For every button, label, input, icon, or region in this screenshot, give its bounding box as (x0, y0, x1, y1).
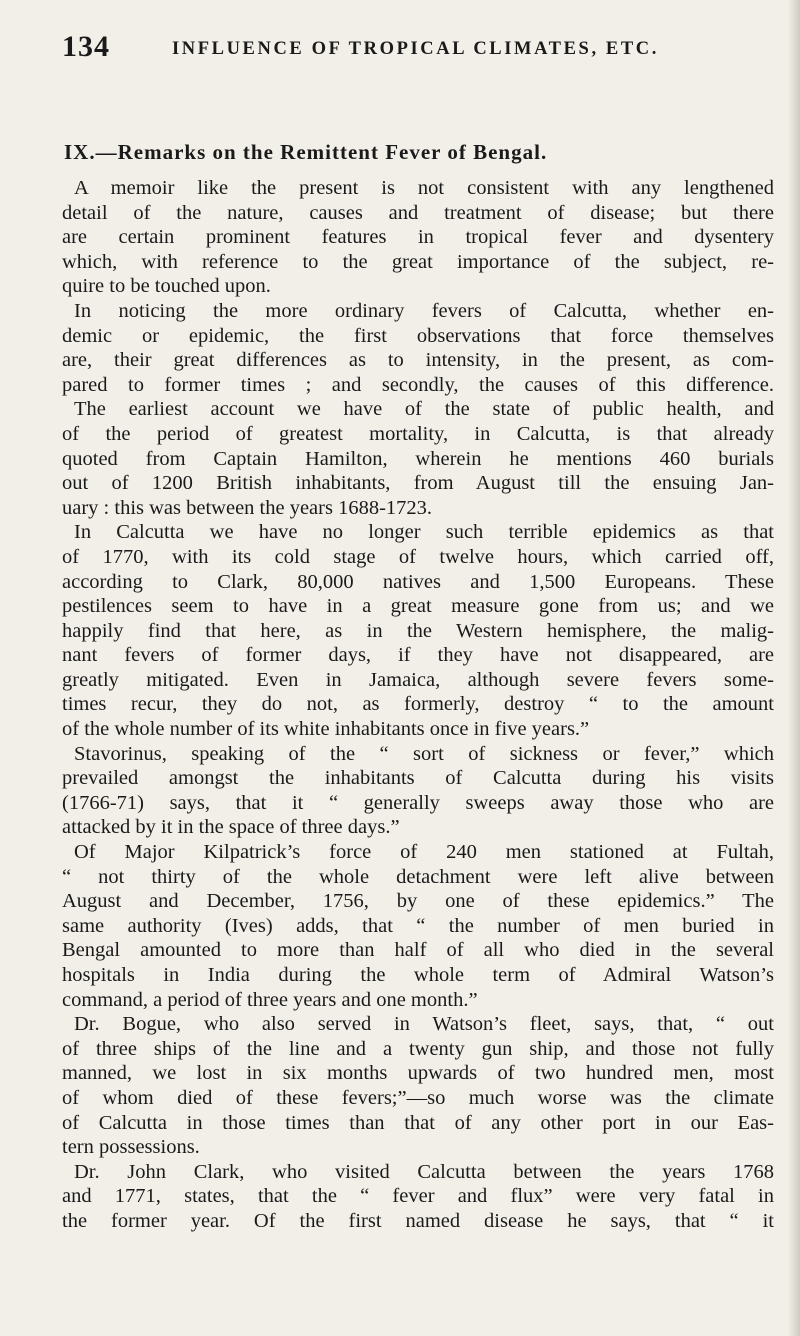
text-line: and 1771, states, that the “ fever and flux” were very fatal in (62, 1185, 774, 1208)
text-line: detail of the nature, causes and treatment of disease; but there (62, 201, 774, 224)
text-line: of Calcutta in those times than that of any other port in our Eas- (62, 1111, 774, 1134)
text-line: attacked by it in the space of three days.” (62, 816, 400, 839)
page-edge-shadow (788, 0, 800, 1336)
text-line: quire to be touched upon. (62, 275, 271, 298)
body-text (62, 176, 774, 1234)
text-line: Bengal amounted to more than half of all who died in the several (62, 939, 774, 962)
text-line: happily find that here, as in the Western hemisphere, the malig- (62, 619, 774, 642)
text-line: In noticing the more ordinary fevers of Calcutta, whether en- (74, 299, 774, 322)
text-line: according to Clark, 80,000 natives and 1,500 Europeans. These (62, 570, 774, 593)
text-line: of whom died of these fevers;”—so much worse was the climate (62, 1086, 774, 1109)
text-line: demic or epidemic, the first observations that force themselves (62, 324, 774, 347)
text-line: prevailed amongst the inhabitants of Calcutta during his visits (62, 767, 774, 790)
text-line: of the whole number of its white inhabitants once in five years.” (62, 718, 590, 741)
text-line: which, with reference to the great importance of the subject, re- (62, 250, 774, 273)
text-line: The earliest account we have of the state of public health, and (74, 398, 774, 421)
text-line: are, their great differences as to intensity, in the present, as com- (62, 349, 774, 372)
text-line: out of 1200 British inhabitants, from August till the ensuing Jan- (62, 472, 774, 495)
text-line: uary : this was between the years 1688-1723. (62, 496, 433, 519)
text-line: pestilences seem to have in a great measure gone from us; and we (62, 595, 774, 618)
text-line: of the period of greatest mortality, in Calcutta, is that already (62, 422, 774, 445)
section-heading: IX.—Remarks on the Remittent Fever of Bengal. (64, 140, 548, 164)
text-line: of three ships of the line and a twenty gun ship, and those not fully (62, 1037, 774, 1060)
text-line: times recur, they do not, as formerly, destroy “ to the amount (62, 693, 774, 716)
running-title: INFLUENCE OF TROPICAL CLIMATES, ETC. (172, 39, 659, 59)
text-line: Dr. Bogue, who also served in Watson’s fleet, says, that, “ out (74, 1013, 774, 1036)
text-line: of 1770, with its cold stage of twelve hours, which carried off, (62, 545, 774, 568)
text-line: tern possessions. (62, 1136, 200, 1159)
text-line: greatly mitigated. Even in Jamaica, although severe fevers some- (62, 668, 774, 691)
text-line: (1766-71) says, that it “ generally sweeps away those who are (62, 791, 774, 814)
text-line: pared to former times ; and secondly, the causes of this difference. (62, 373, 774, 396)
text-line: the former year. Of the first named disease he says, that “ it (62, 1209, 774, 1232)
text-line: nant fevers of former days, if they have not disappeared, are (62, 644, 774, 667)
text-line: manned, we lost in six months upwards of two hundred men, most (62, 1062, 774, 1085)
text-line: are certain prominent features in tropical fever and dysentery (62, 226, 774, 249)
text-line: command, a period of three years and one month.” (62, 988, 478, 1011)
text-line: Of Major Kilpatrick’s force of 240 men stationed at Fultah, (74, 841, 774, 864)
text-line: August and December, 1756, by one of these epidemics.” The (62, 890, 774, 913)
text-line: Dr. John Clark, who visited Calcutta between the years 1768 (74, 1160, 774, 1183)
text-line: quoted from Captain Hamilton, wherein he mentions 460 burials (62, 447, 774, 470)
text-line: Stavorinus, speaking of the “ sort of sickness or fever,” which (74, 742, 774, 765)
text-line: In Calcutta we have no longer such terrible epidemics as that (74, 521, 774, 544)
running-header (62, 30, 752, 70)
text-line: “ not thirty of the whole detachment were left alive between (62, 865, 774, 888)
text-line: A memoir like the present is not consistent with any lengthened (74, 177, 774, 199)
text-line: same authority (Ives) adds, that “ the number of men buried in (62, 914, 774, 937)
page-number: 134 (62, 30, 110, 63)
text-line: hospitals in India during the whole term of Admiral Watson’s (62, 964, 774, 986)
